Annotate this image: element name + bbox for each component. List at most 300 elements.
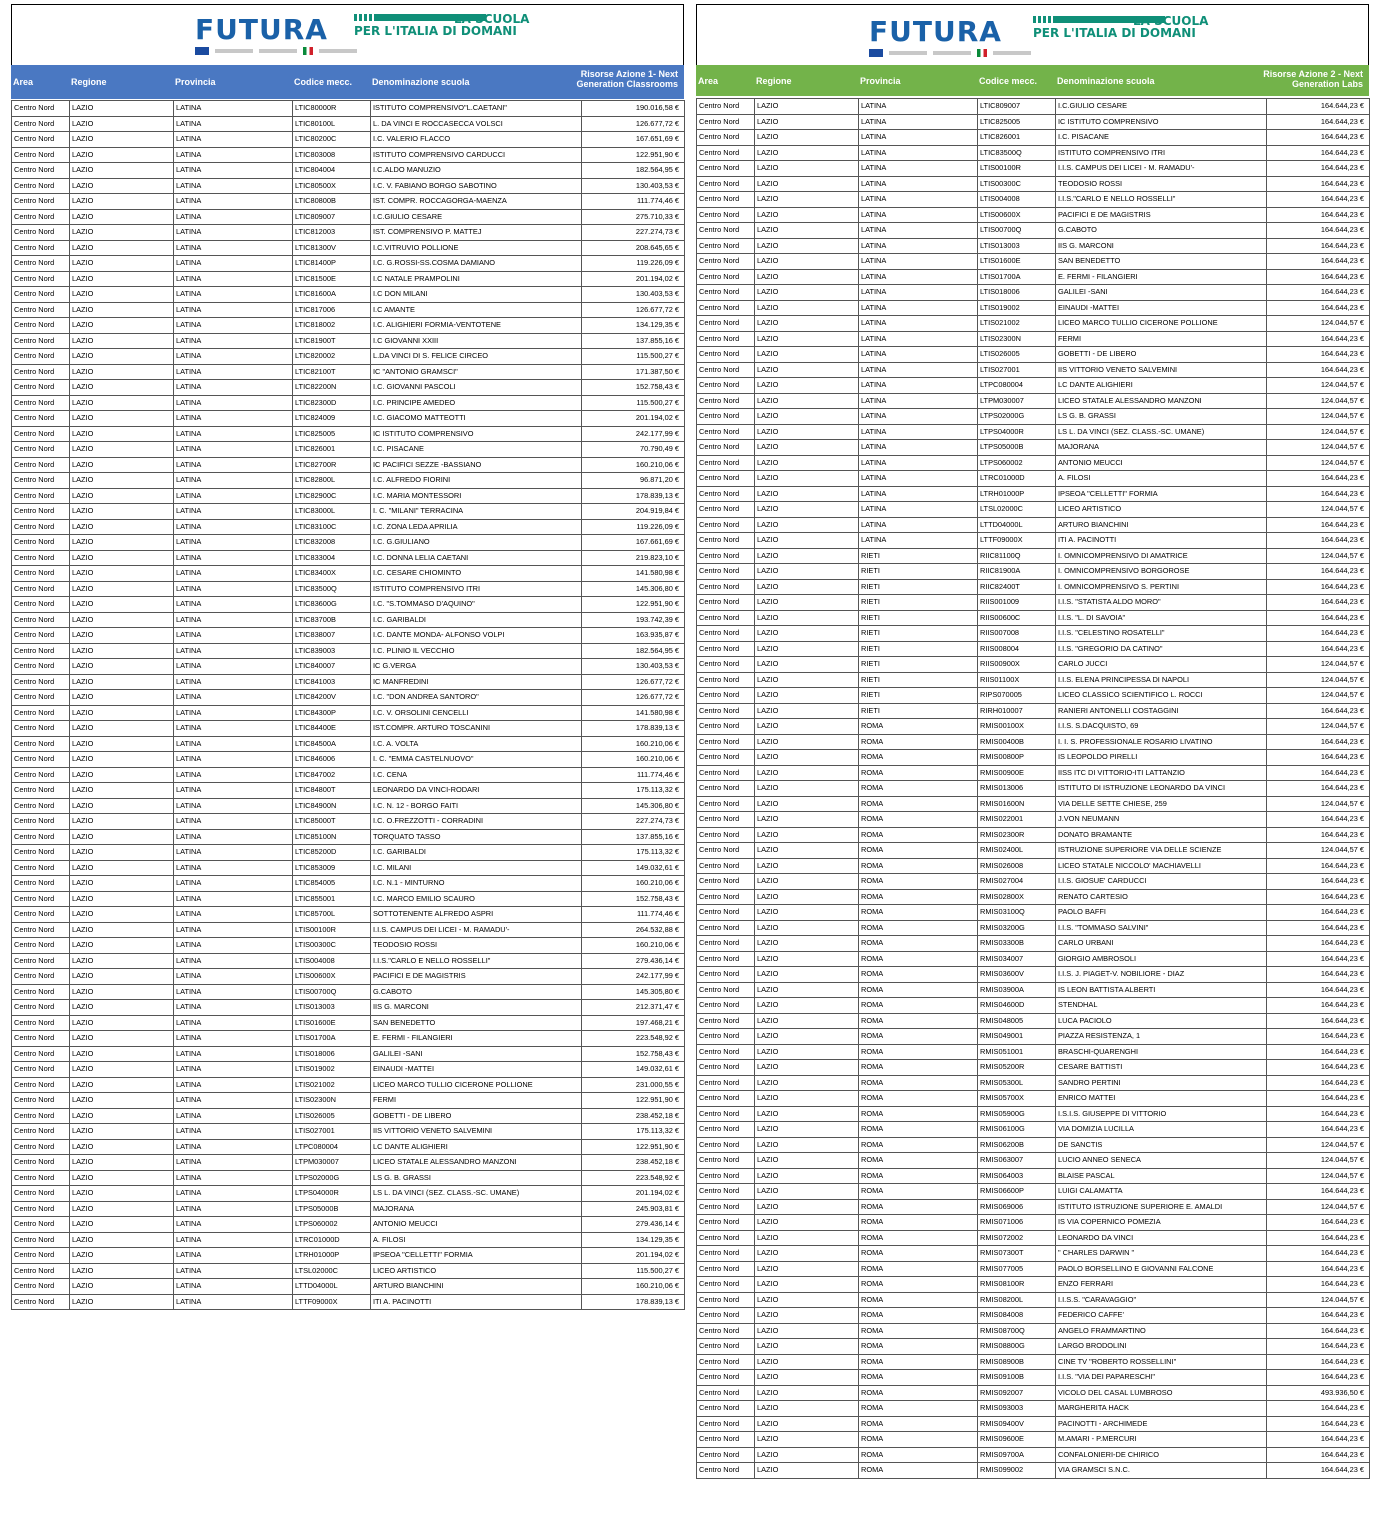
cell-area: Centro Nord	[697, 905, 755, 921]
cell-denominazione: I. I. S. PROFESSIONALE ROSARIO LIVATINO	[1056, 734, 1267, 750]
cell-regione: LAZIO	[755, 1230, 859, 1246]
cell-regione: LAZIO	[70, 194, 174, 210]
cell-denominazione: IS VIA COPERNICO POMEZIA	[1056, 1215, 1267, 1231]
cell-denominazione: ANGELO FRAMMARTINO	[1056, 1323, 1267, 1339]
cell-area: Centro Nord	[697, 688, 755, 704]
cell-provincia: ROMA	[859, 1230, 978, 1246]
cell-regione: LAZIO	[755, 502, 859, 518]
cell-risorse: 164.644,23 €	[1267, 1401, 1370, 1417]
table-row	[12, 845, 685, 861]
cell-area: Centro Nord	[697, 858, 755, 874]
cell-area: Centro Nord	[12, 845, 70, 861]
cell-risorse: 204.919,84 €	[582, 504, 685, 520]
cell-provincia: ROMA	[859, 951, 978, 967]
cell-codice: LTIC81900T	[293, 333, 371, 349]
cell-area: Centro Nord	[697, 734, 755, 750]
cell-risorse: 223.548,92 €	[582, 1031, 685, 1047]
cell-risorse: 160.210,06 €	[582, 938, 685, 954]
cell-area: Centro Nord	[697, 657, 755, 673]
futura-logo: FUTURA	[195, 13, 328, 46]
cell-risorse: 124.044,57 €	[1267, 378, 1370, 394]
table-row	[12, 1217, 685, 1233]
cell-regione: LAZIO	[755, 595, 859, 611]
cell-area: Centro Nord	[12, 1108, 70, 1124]
cell-area: Centro Nord	[12, 1248, 70, 1264]
cell-codice: LTTD04000L	[978, 517, 1056, 533]
cell-regione: LAZIO	[755, 889, 859, 905]
cell-codice: LTIC84800T	[293, 783, 371, 799]
cell-area: Centro Nord	[697, 703, 755, 719]
tagline	[354, 14, 544, 37]
cell-codice: LTRC01000D	[978, 471, 1056, 487]
cell-denominazione: G.CABOTO	[1056, 223, 1267, 239]
cell-denominazione: GIORGIO AMBROSOLI	[1056, 951, 1267, 967]
cell-codice: RIIS01100X	[978, 672, 1056, 688]
cell-risorse: 111.774,46 €	[582, 907, 685, 923]
cell-codice: RMIS093003	[978, 1401, 1056, 1417]
cell-risorse: 164.644,23 €	[1267, 781, 1370, 797]
cell-provincia: LATINA	[174, 287, 293, 303]
cell-denominazione: L. DA VINCI E ROCCASECCA VOLSCI	[371, 116, 582, 132]
table-row	[12, 163, 685, 179]
cell-regione: LAZIO	[755, 1029, 859, 1045]
cell-denominazione: IST. COMPRENSIVO P. MATTEJ	[371, 225, 582, 241]
cell-provincia: LATINA	[174, 953, 293, 969]
table-row	[697, 579, 1370, 595]
cell-codice: RMIS08700Q	[978, 1323, 1056, 1339]
cell-area: Centro Nord	[697, 1261, 755, 1277]
table-row	[12, 705, 685, 721]
cell-regione: LAZIO	[755, 455, 859, 471]
cell-codice: LTIC817006	[293, 302, 371, 318]
cell-codice: LTIC825005	[978, 114, 1056, 130]
table-row	[12, 860, 685, 876]
cell-risorse: 201.194,02 €	[582, 1186, 685, 1202]
cell-risorse: 164.644,23 €	[1267, 176, 1370, 192]
cell-codice: LTIC82700R	[293, 457, 371, 473]
cell-regione: LAZIO	[70, 209, 174, 225]
cell-denominazione: IIS VITTORIO VENETO SALVEMINI	[371, 1124, 582, 1140]
table-row	[697, 192, 1370, 208]
cell-risorse: 164.644,23 €	[1267, 1261, 1370, 1277]
cell-provincia: ROMA	[859, 1060, 978, 1076]
cell-area: Centro Nord	[697, 812, 755, 828]
cell-denominazione: I.C. PRINCIPE AMEDEO	[371, 395, 582, 411]
cell-risorse: 126.677,72 €	[582, 116, 685, 132]
cell-denominazione: BRASCHI-QUARENGHI	[1056, 1044, 1267, 1060]
table-row	[697, 626, 1370, 642]
cell-denominazione: ISTITUTO DI ISTRUZIONE LEONARDO DA VINCI	[1056, 781, 1267, 797]
table-row	[697, 641, 1370, 657]
cell-area: Centro Nord	[12, 147, 70, 163]
cell-denominazione: I.C. GARIBALDI	[371, 845, 582, 861]
cell-regione: LAZIO	[70, 829, 174, 845]
cell-area: Centro Nord	[697, 889, 755, 905]
cell-codice: LTIC833004	[293, 550, 371, 566]
cell-codice: RMIS01600N	[978, 796, 1056, 812]
table-row	[697, 517, 1370, 533]
cell-regione: LAZIO	[755, 703, 859, 719]
cell-provincia: LATINA	[174, 612, 293, 628]
cell-area: Centro Nord	[12, 349, 70, 365]
cell-regione: LAZIO	[755, 1261, 859, 1277]
cell-regione: LAZIO	[70, 302, 174, 318]
cell-risorse: 164.644,23 €	[1267, 347, 1370, 363]
cell-area: Centro Nord	[697, 1308, 755, 1324]
table-row	[697, 347, 1370, 363]
col-regione: Regione	[756, 76, 792, 86]
cell-regione: LAZIO	[70, 488, 174, 504]
cell-regione: LAZIO	[755, 471, 859, 487]
table-row	[12, 101, 685, 117]
cell-denominazione: PIAZZA RESISTENZA, 1	[1056, 1029, 1267, 1045]
table-row	[12, 1031, 685, 1047]
table-row	[12, 411, 685, 427]
cell-codice: LTIC82300D	[293, 395, 371, 411]
cell-area: Centro Nord	[697, 1137, 755, 1153]
cell-denominazione: ISTITUTO COMPRENSIVO CARDUCCI	[371, 147, 582, 163]
cell-risorse: 164.644,23 €	[1267, 1215, 1370, 1231]
cell-codice: RMIS072002	[978, 1230, 1056, 1246]
cell-provincia: LATINA	[174, 659, 293, 675]
cell-provincia: LATINA	[174, 473, 293, 489]
cell-provincia: LATINA	[174, 876, 293, 892]
cell-area: Centro Nord	[697, 1339, 755, 1355]
cell-codice: LTIC82100T	[293, 364, 371, 380]
cell-provincia: LATINA	[859, 285, 978, 301]
cell-provincia: ROMA	[859, 1261, 978, 1277]
cell-risorse: 231.000,55 €	[582, 1077, 685, 1093]
cell-codice: RMIS09400V	[978, 1416, 1056, 1432]
cell-regione: LAZIO	[755, 781, 859, 797]
cell-regione: LAZIO	[755, 1091, 859, 1107]
cell-provincia: ROMA	[859, 1463, 978, 1479]
tagline	[1033, 16, 1223, 39]
cell-denominazione: GOBETTI - DE LIBERO	[371, 1108, 582, 1124]
cell-risorse: 164.644,23 €	[1267, 145, 1370, 161]
table-row	[697, 316, 1370, 332]
cell-regione: LAZIO	[70, 411, 174, 427]
cell-area: Centro Nord	[12, 1139, 70, 1155]
cell-denominazione: I.I.S. "CELESTINO ROSATELLI"	[1056, 626, 1267, 642]
cell-regione: LAZIO	[755, 1354, 859, 1370]
cell-denominazione: I.C. DONNA LELIA CAETANI	[371, 550, 582, 566]
cell-denominazione: I.C. "DON ANDREA SANTORO"	[371, 690, 582, 706]
cell-area: Centro Nord	[697, 874, 755, 890]
cell-regione: LAZIO	[70, 628, 174, 644]
cell-regione: LAZIO	[755, 750, 859, 766]
tagline-line-1: LA SCUOLA	[1133, 14, 1209, 28]
cell-risorse: 227.274,73 €	[582, 225, 685, 241]
partner-logo	[933, 51, 971, 55]
cell-area: Centro Nord	[697, 672, 755, 688]
cell-regione: LAZIO	[70, 1046, 174, 1062]
cell-provincia: ROMA	[859, 1323, 978, 1339]
cell-provincia: LATINA	[174, 907, 293, 923]
cell-denominazione: VIA DOMIZIA LUCILLA	[1056, 1122, 1267, 1138]
cell-regione: LAZIO	[70, 876, 174, 892]
cell-risorse: 164.644,23 €	[1267, 238, 1370, 254]
cell-regione: LAZIO	[755, 1060, 859, 1076]
cell-denominazione: I.I.S. "STATISTA ALDO MORO"	[1056, 595, 1267, 611]
cell-risorse: 124.044,57 €	[1267, 440, 1370, 456]
cell-codice: LTIC847002	[293, 767, 371, 783]
cell-risorse: 197.468,21 €	[582, 1015, 685, 1031]
cell-denominazione: A. FILOSI	[371, 1232, 582, 1248]
cell-provincia: LATINA	[859, 161, 978, 177]
table-row	[697, 409, 1370, 425]
cell-codice: LTIS00300C	[293, 938, 371, 954]
cell-regione: LAZIO	[755, 486, 859, 502]
cell-denominazione: GALILEI -SANI	[1056, 285, 1267, 301]
table-row	[12, 488, 685, 504]
cell-codice: LTIC80800B	[293, 194, 371, 210]
table-row	[697, 1401, 1370, 1417]
cell-risorse: 212.371,47 €	[582, 1000, 685, 1016]
cell-provincia: ROMA	[859, 967, 978, 983]
cell-provincia: ROMA	[859, 1184, 978, 1200]
cell-regione: LAZIO	[70, 597, 174, 613]
cell-area: Centro Nord	[12, 271, 70, 287]
cell-codice: RMIS00800P	[978, 750, 1056, 766]
cell-denominazione: TEODOSIO ROSSI	[371, 938, 582, 954]
cell-regione: LAZIO	[70, 581, 174, 597]
cell-regione: LAZIO	[70, 1093, 174, 1109]
cell-denominazione: ITI A. PACINOTTI	[371, 1294, 582, 1310]
cell-denominazione: ISTRUZIONE SUPERIORE VIA DELLE SCIENZE	[1056, 843, 1267, 859]
cell-regione: LAZIO	[70, 752, 174, 768]
cell-codice: RMIS026008	[978, 858, 1056, 874]
cell-area: Centro Nord	[12, 721, 70, 737]
cell-risorse: 152.758,43 €	[582, 1046, 685, 1062]
cell-area: Centro Nord	[12, 1124, 70, 1140]
table-row	[12, 1093, 685, 1109]
cell-denominazione: ENRICO MATTEI	[1056, 1091, 1267, 1107]
cell-regione: LAZIO	[70, 1201, 174, 1217]
table-row	[697, 734, 1370, 750]
cell-area: Centro Nord	[12, 690, 70, 706]
cell-provincia: LATINA	[174, 302, 293, 318]
tagline-line-1: LA SCUOLA	[454, 12, 530, 26]
cell-regione: LAZIO	[755, 1308, 859, 1324]
dots-graphic	[1033, 16, 1055, 23]
cell-risorse: 164.644,23 €	[1267, 207, 1370, 223]
cell-denominazione: GALILEI -SANI	[371, 1046, 582, 1062]
cell-denominazione: IST.COMPR. ARTURO TOSCANINI	[371, 721, 582, 737]
cell-provincia: LATINA	[174, 721, 293, 737]
cell-denominazione: PAOLO BAFFI	[1056, 905, 1267, 921]
cell-regione: LAZIO	[755, 440, 859, 456]
cell-risorse: 160.210,06 €	[582, 457, 685, 473]
cell-risorse: 175.113,32 €	[582, 845, 685, 861]
cell-risorse: 124.044,57 €	[1267, 719, 1370, 735]
cell-regione: LAZIO	[755, 936, 859, 952]
cell-regione: LAZIO	[70, 1124, 174, 1140]
cell-provincia: ROMA	[859, 765, 978, 781]
cell-area: Centro Nord	[697, 1044, 755, 1060]
cell-regione: LAZIO	[70, 1170, 174, 1186]
cell-codice: RMIS06600P	[978, 1184, 1056, 1200]
table-row	[12, 566, 685, 582]
cell-codice: LTPM030007	[293, 1155, 371, 1171]
cell-provincia: LATINA	[174, 132, 293, 148]
cell-regione: LAZIO	[755, 827, 859, 843]
cell-denominazione: LS L. DA VINCI (SEZ. CLASS.-SC. UMANE)	[1056, 424, 1267, 440]
cell-regione: LAZIO	[755, 1323, 859, 1339]
cell-risorse: 164.644,23 €	[1267, 1044, 1370, 1060]
cell-regione: LAZIO	[755, 300, 859, 316]
cell-regione: LAZIO	[70, 1000, 174, 1016]
cell-codice: RIIC81900A	[978, 564, 1056, 580]
table-row	[12, 984, 685, 1000]
cell-denominazione: G.CABOTO	[371, 984, 582, 1000]
cell-denominazione: I.C. GARIBALDI	[371, 612, 582, 628]
cell-denominazione: I.C NATALE PRAMPOLINI	[371, 271, 582, 287]
cell-denominazione: I.I.S. "L. DI SAVOIA"	[1056, 610, 1267, 626]
cell-provincia: LATINA	[174, 271, 293, 287]
cell-denominazione: PAOLO BORSELLINO E GIOVANNI FALCONE	[1056, 1261, 1267, 1277]
cell-provincia: RIETI	[859, 626, 978, 642]
cell-codice: LTIC839003	[293, 643, 371, 659]
cell-denominazione: VIA GRAMSCI S.N.C.	[1056, 1463, 1267, 1479]
cell-risorse: 164.644,23 €	[1267, 1075, 1370, 1091]
col-codice: Codice mecc.	[979, 76, 1038, 86]
cell-provincia: LATINA	[174, 163, 293, 179]
cell-denominazione: IIS G. MARCONI	[1056, 238, 1267, 254]
cell-codice: LTPS05000B	[978, 440, 1056, 456]
cell-regione: LAZIO	[70, 132, 174, 148]
cell-regione: LAZIO	[755, 378, 859, 394]
cell-area: Centro Nord	[12, 597, 70, 613]
cell-provincia: ROMA	[859, 812, 978, 828]
cell-regione: LAZIO	[70, 395, 174, 411]
cell-risorse: 160.210,06 €	[582, 876, 685, 892]
cell-regione: LAZIO	[70, 163, 174, 179]
partner-logo	[215, 49, 253, 53]
cell-risorse: 124.044,57 €	[1267, 1137, 1370, 1153]
cell-codice: LTIC80100L	[293, 116, 371, 132]
cell-risorse: 124.044,57 €	[1267, 548, 1370, 564]
cell-provincia: ROMA	[859, 719, 978, 735]
cell-area: Centro Nord	[12, 876, 70, 892]
cell-denominazione: LEONARDO DA VINCI-RODARI	[371, 783, 582, 799]
cell-denominazione: I. C. "EMMA CASTELNUOVO"	[371, 752, 582, 768]
cell-provincia: LATINA	[174, 1108, 293, 1124]
cell-provincia: ROMA	[859, 1246, 978, 1262]
cell-denominazione: I.I.S. GIOSUE' CARDUCCI	[1056, 874, 1267, 890]
cell-regione: LAZIO	[70, 643, 174, 659]
table-row	[12, 612, 685, 628]
cell-regione: LAZIO	[755, 548, 859, 564]
cell-provincia: RIETI	[859, 564, 978, 580]
cell-regione: LAZIO	[755, 1013, 859, 1029]
cell-provincia: LATINA	[174, 147, 293, 163]
cell-denominazione: ISTITUTO COMPRENSIVO ITRI	[371, 581, 582, 597]
cell-denominazione: I.C. PISACANE	[1056, 130, 1267, 146]
cell-risorse: 164.644,23 €	[1267, 269, 1370, 285]
cell-denominazione: ARTURO BIANCHINI	[1056, 517, 1267, 533]
table-row	[697, 812, 1370, 828]
cell-area: Centro Nord	[697, 719, 755, 735]
cell-denominazione: LUIGI CALAMATTA	[1056, 1184, 1267, 1200]
cell-codice: LTIS018006	[978, 285, 1056, 301]
cell-area: Centro Nord	[12, 829, 70, 845]
table-row	[697, 719, 1370, 735]
cell-provincia: RIETI	[859, 595, 978, 611]
col-risorse: Risorse Azione 2 - Next Generation Labs	[1263, 69, 1363, 89]
cell-area: Centro Nord	[697, 1060, 755, 1076]
cell-area: Centro Nord	[697, 1029, 755, 1045]
cell-area: Centro Nord	[697, 967, 755, 983]
cell-area: Centro Nord	[12, 581, 70, 597]
cell-area: Centro Nord	[697, 378, 755, 394]
cell-area: Centro Nord	[697, 1122, 755, 1138]
table-row	[12, 395, 685, 411]
table-row	[12, 209, 685, 225]
cell-regione: LAZIO	[70, 1217, 174, 1233]
cell-provincia: ROMA	[859, 1137, 978, 1153]
cell-area: Centro Nord	[697, 1447, 755, 1463]
cell-codice: RMIS04600D	[978, 998, 1056, 1014]
cell-codice: RMIS08800G	[978, 1339, 1056, 1355]
cell-denominazione: I.C. ZONA LEDA APRILIA	[371, 519, 582, 535]
cell-denominazione: CARLO JUCCI	[1056, 657, 1267, 673]
cell-provincia: LATINA	[174, 969, 293, 985]
cell-codice: LTTF09000X	[978, 533, 1056, 549]
cell-denominazione: I.C. V. FABIANO BORGO SABOTINO	[371, 178, 582, 194]
cell-codice: RIRH010007	[978, 703, 1056, 719]
cell-risorse: 149.032,61 €	[582, 860, 685, 876]
cell-area: Centro Nord	[12, 969, 70, 985]
cell-risorse: 130.403,53 €	[582, 287, 685, 303]
cell-provincia: ROMA	[859, 781, 978, 797]
table-row	[12, 659, 685, 675]
cell-area: Centro Nord	[697, 486, 755, 502]
table-row	[12, 473, 685, 489]
cell-provincia: ROMA	[859, 1370, 978, 1386]
cell-codice: RMIS02300R	[978, 827, 1056, 843]
cell-regione: LAZIO	[755, 905, 859, 921]
cell-area: Centro Nord	[697, 595, 755, 611]
cell-codice: LTPS060002	[978, 455, 1056, 471]
cell-denominazione: FERMI	[371, 1093, 582, 1109]
cell-regione: LAZIO	[755, 626, 859, 642]
cell-provincia: LATINA	[174, 1031, 293, 1047]
cell-denominazione: GOBETTI - DE LIBERO	[1056, 347, 1267, 363]
cell-provincia: LATINA	[859, 145, 978, 161]
cell-denominazione: DE SANCTIS	[1056, 1137, 1267, 1153]
cell-codice: LTIS01700A	[293, 1031, 371, 1047]
table-row	[12, 364, 685, 380]
cell-regione: LAZIO	[755, 1463, 859, 1479]
cell-provincia: ROMA	[859, 1122, 978, 1138]
cell-risorse: 164.644,23 €	[1267, 1432, 1370, 1448]
table-row	[697, 1230, 1370, 1246]
cell-area: Centro Nord	[12, 1031, 70, 1047]
table-row	[697, 920, 1370, 936]
table-row	[697, 688, 1370, 704]
cell-risorse: 164.644,23 €	[1267, 1091, 1370, 1107]
cell-regione: LAZIO	[70, 860, 174, 876]
table-row	[12, 814, 685, 830]
cell-provincia: ROMA	[859, 1168, 978, 1184]
cell-area: Centro Nord	[697, 99, 755, 115]
table-row	[697, 781, 1370, 797]
cell-risorse: 164.644,23 €	[1267, 114, 1370, 130]
eu-flag-icon	[195, 47, 209, 55]
cell-denominazione: LICEO STATALE ALESSANDRO MANZONI	[371, 1155, 582, 1171]
cell-denominazione: E. FERMI - FILANGIERI	[371, 1031, 582, 1047]
